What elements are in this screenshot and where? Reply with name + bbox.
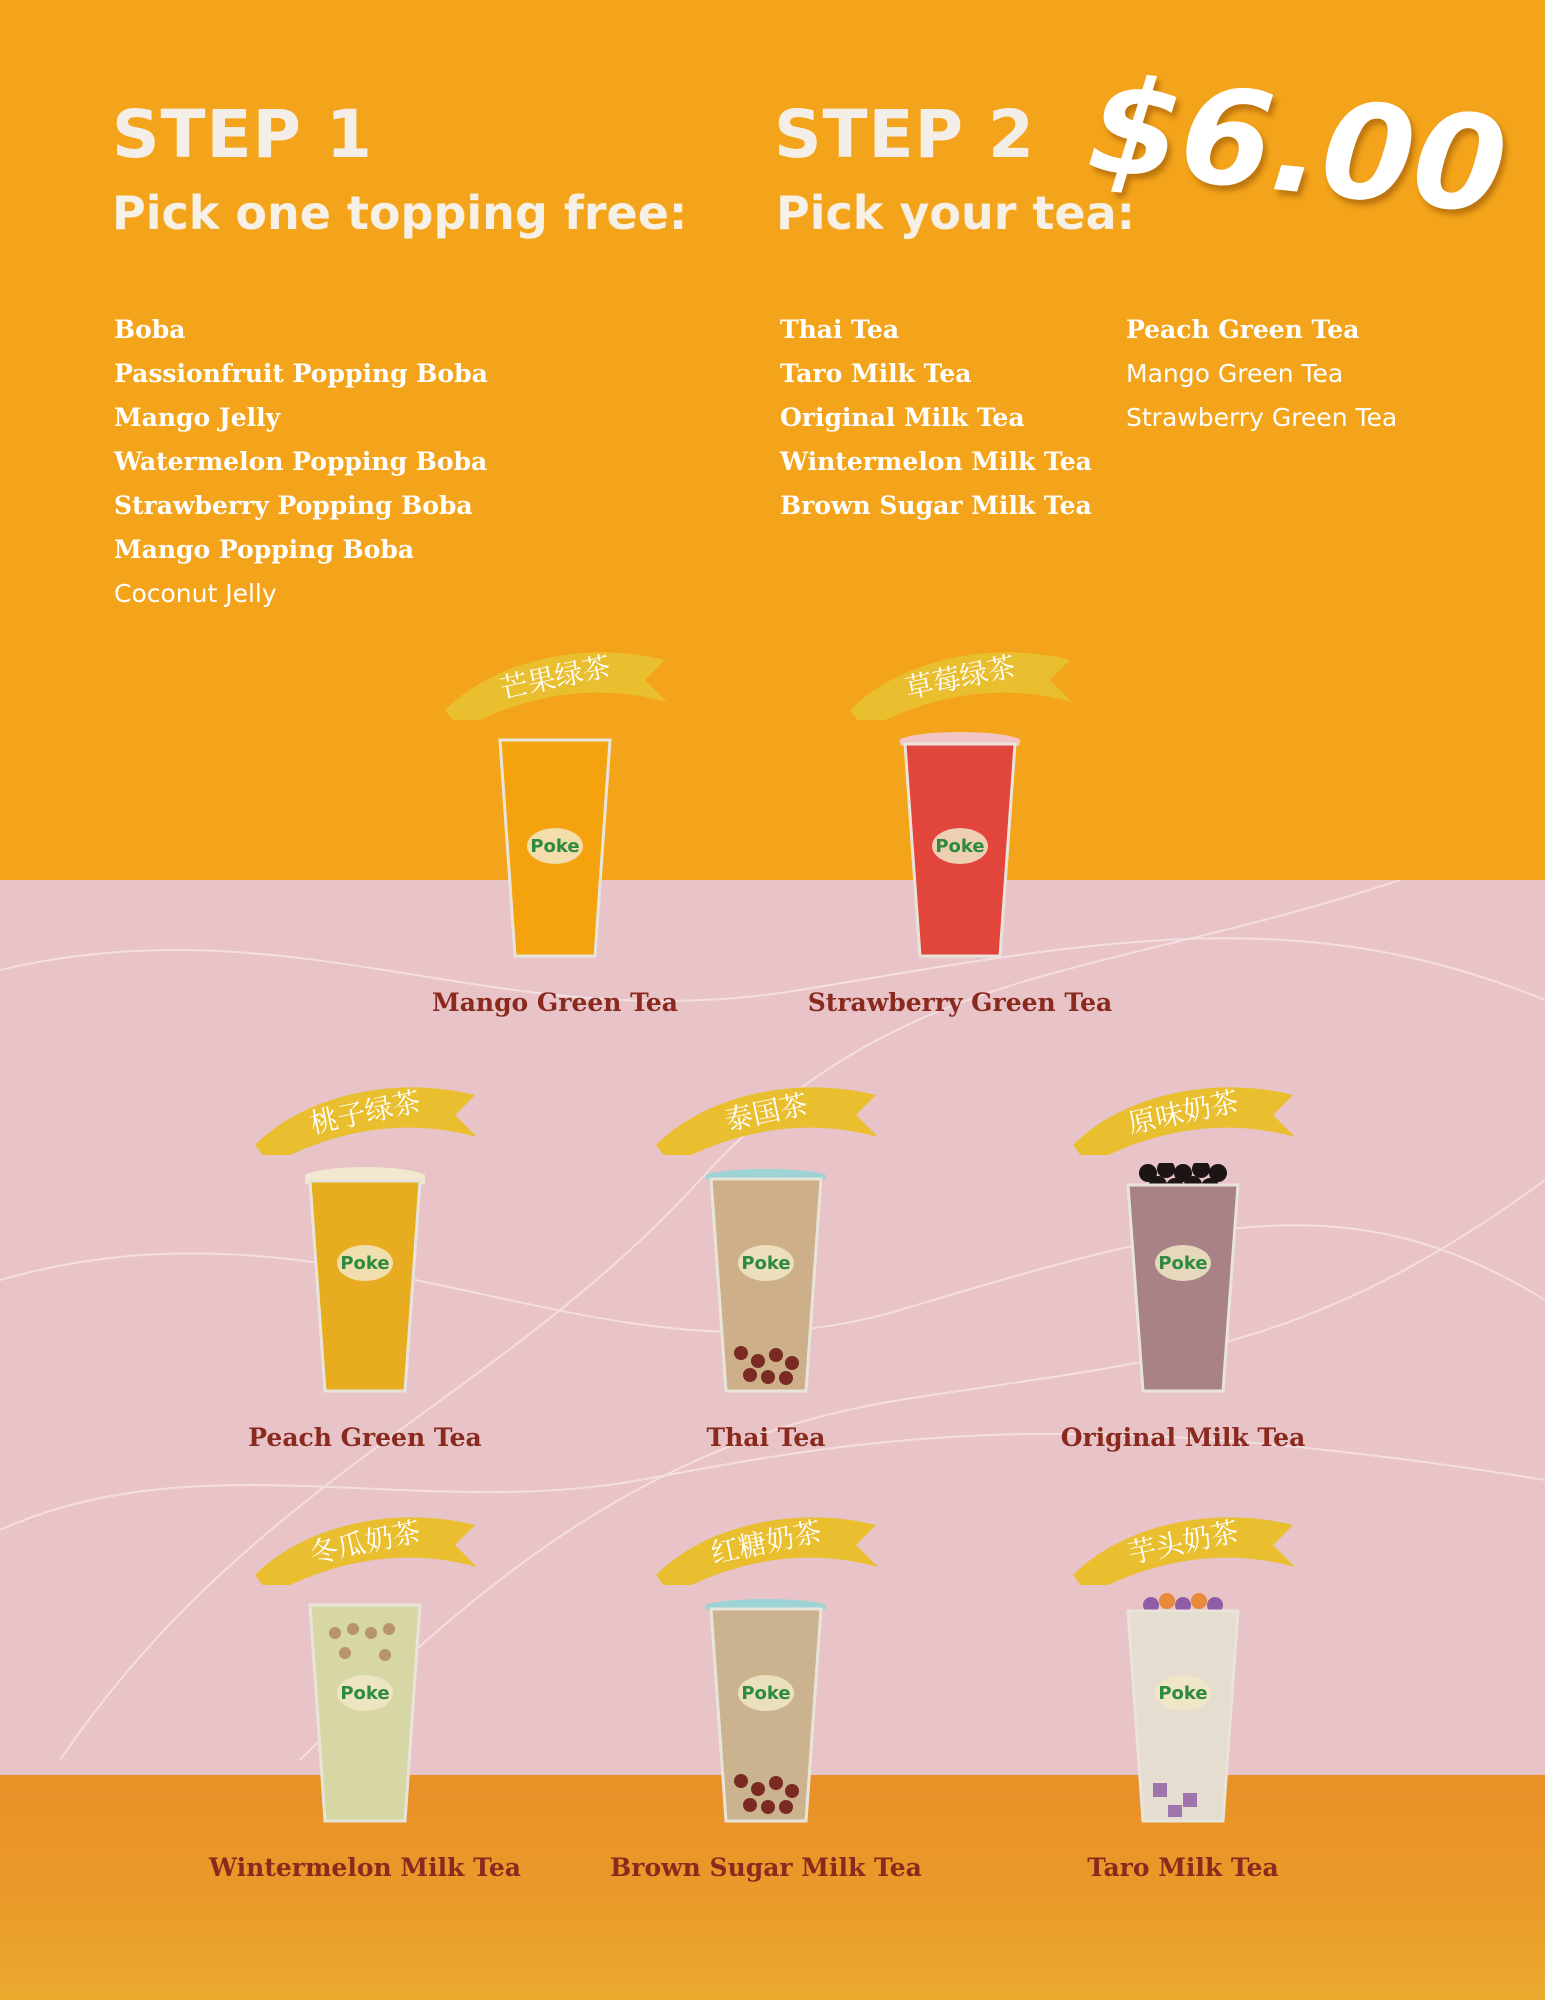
drink-name: Original Milk Tea: [1060, 1423, 1306, 1452]
drink-card: [1033, 1075, 1333, 1455]
drink-name: Brown Sugar Milk Tea: [610, 1853, 922, 1882]
step2-title: STEP 2: [774, 96, 1035, 173]
drink-name: Wintermelon Milk Tea: [209, 1853, 521, 1882]
drink-name: Taro Milk Tea: [1087, 1853, 1279, 1882]
chinese-name: 桃子绿茶: [307, 1084, 424, 1141]
tea-list-col1: [780, 308, 1092, 528]
drink-card: [215, 1075, 515, 1455]
topping-item: Watermelon Popping Boba: [114, 447, 488, 476]
tea-item: Strawberry Green Tea: [1126, 403, 1398, 432]
chinese-name: 冬瓜奶茶: [307, 1514, 424, 1571]
drink-card: [610, 1505, 922, 1885]
topping-item: Coconut Jelly: [114, 579, 277, 608]
chinese-name: 草莓绿茶: [902, 649, 1019, 706]
chinese-name: 芋头奶茶: [1125, 1514, 1242, 1571]
cup-logo-text: Poke: [741, 1683, 791, 1704]
cup-logo-text: Poke: [935, 836, 985, 857]
drink-cup-image: [706, 1163, 826, 1398]
cup-logo-text: Poke: [340, 1253, 390, 1274]
drink-cup-image: [900, 728, 1020, 963]
drink-cup-image: [305, 1593, 425, 1828]
toppings-list: [114, 308, 488, 616]
topping-item: Passionfruit Popping Boba: [114, 359, 488, 388]
drink-card: [807, 640, 1113, 1020]
drink-cup-image: [706, 1593, 826, 1828]
topping-item: Boba: [114, 315, 186, 344]
chinese-name: 泰国茶: [721, 1087, 811, 1138]
chinese-name: 红糖奶茶: [708, 1514, 825, 1571]
drink-card: [616, 1075, 916, 1455]
drink-cup-image: [1123, 1163, 1243, 1398]
drink-name: Thai Tea: [706, 1423, 826, 1452]
tea-item: Brown Sugar Milk Tea: [780, 491, 1092, 520]
chinese-name: 芒果绿茶: [497, 649, 614, 706]
cup-logo-text: Poke: [340, 1683, 390, 1704]
tea-item: Thai Tea: [780, 315, 900, 344]
tea-item: Wintermelon Milk Tea: [780, 447, 1092, 476]
drink-name: Peach Green Tea: [248, 1423, 482, 1452]
tea-item: Original Milk Tea: [780, 403, 1025, 432]
cup-logo-text: Poke: [1158, 1253, 1208, 1274]
chinese-name: 原味奶茶: [1125, 1084, 1242, 1141]
drink-cup-image: [305, 1163, 425, 1398]
drink-card: [405, 640, 705, 1020]
step2-subtitle: Pick your tea:: [776, 186, 1136, 240]
drink-cup-image: [495, 728, 615, 963]
tea-item: Taro Milk Tea: [780, 359, 972, 388]
topping-item: Mango Jelly: [114, 403, 281, 432]
drink-name: Mango Green Tea: [432, 988, 678, 1017]
topping-item: Mango Popping Boba: [114, 535, 415, 564]
drink-card: [209, 1505, 521, 1885]
step1-title: STEP 1: [112, 96, 373, 173]
cup-logo-text: Poke: [1158, 1683, 1208, 1704]
step1-subtitle: Pick one topping free:: [112, 186, 688, 240]
drink-card: [1033, 1505, 1333, 1885]
tea-list-col2: [1126, 308, 1397, 440]
topping-item: Strawberry Popping Boba: [114, 491, 473, 520]
tea-item: Peach Green Tea: [1126, 315, 1360, 344]
tea-item: Mango Green Tea: [1126, 359, 1344, 388]
drink-name: Strawberry Green Tea: [807, 988, 1113, 1017]
cup-logo-text: Poke: [741, 1253, 791, 1274]
drink-cup-image: [1123, 1593, 1243, 1828]
cup-logo-text: Poke: [530, 836, 580, 857]
price-tag: $6.00: [1081, 48, 1514, 245]
